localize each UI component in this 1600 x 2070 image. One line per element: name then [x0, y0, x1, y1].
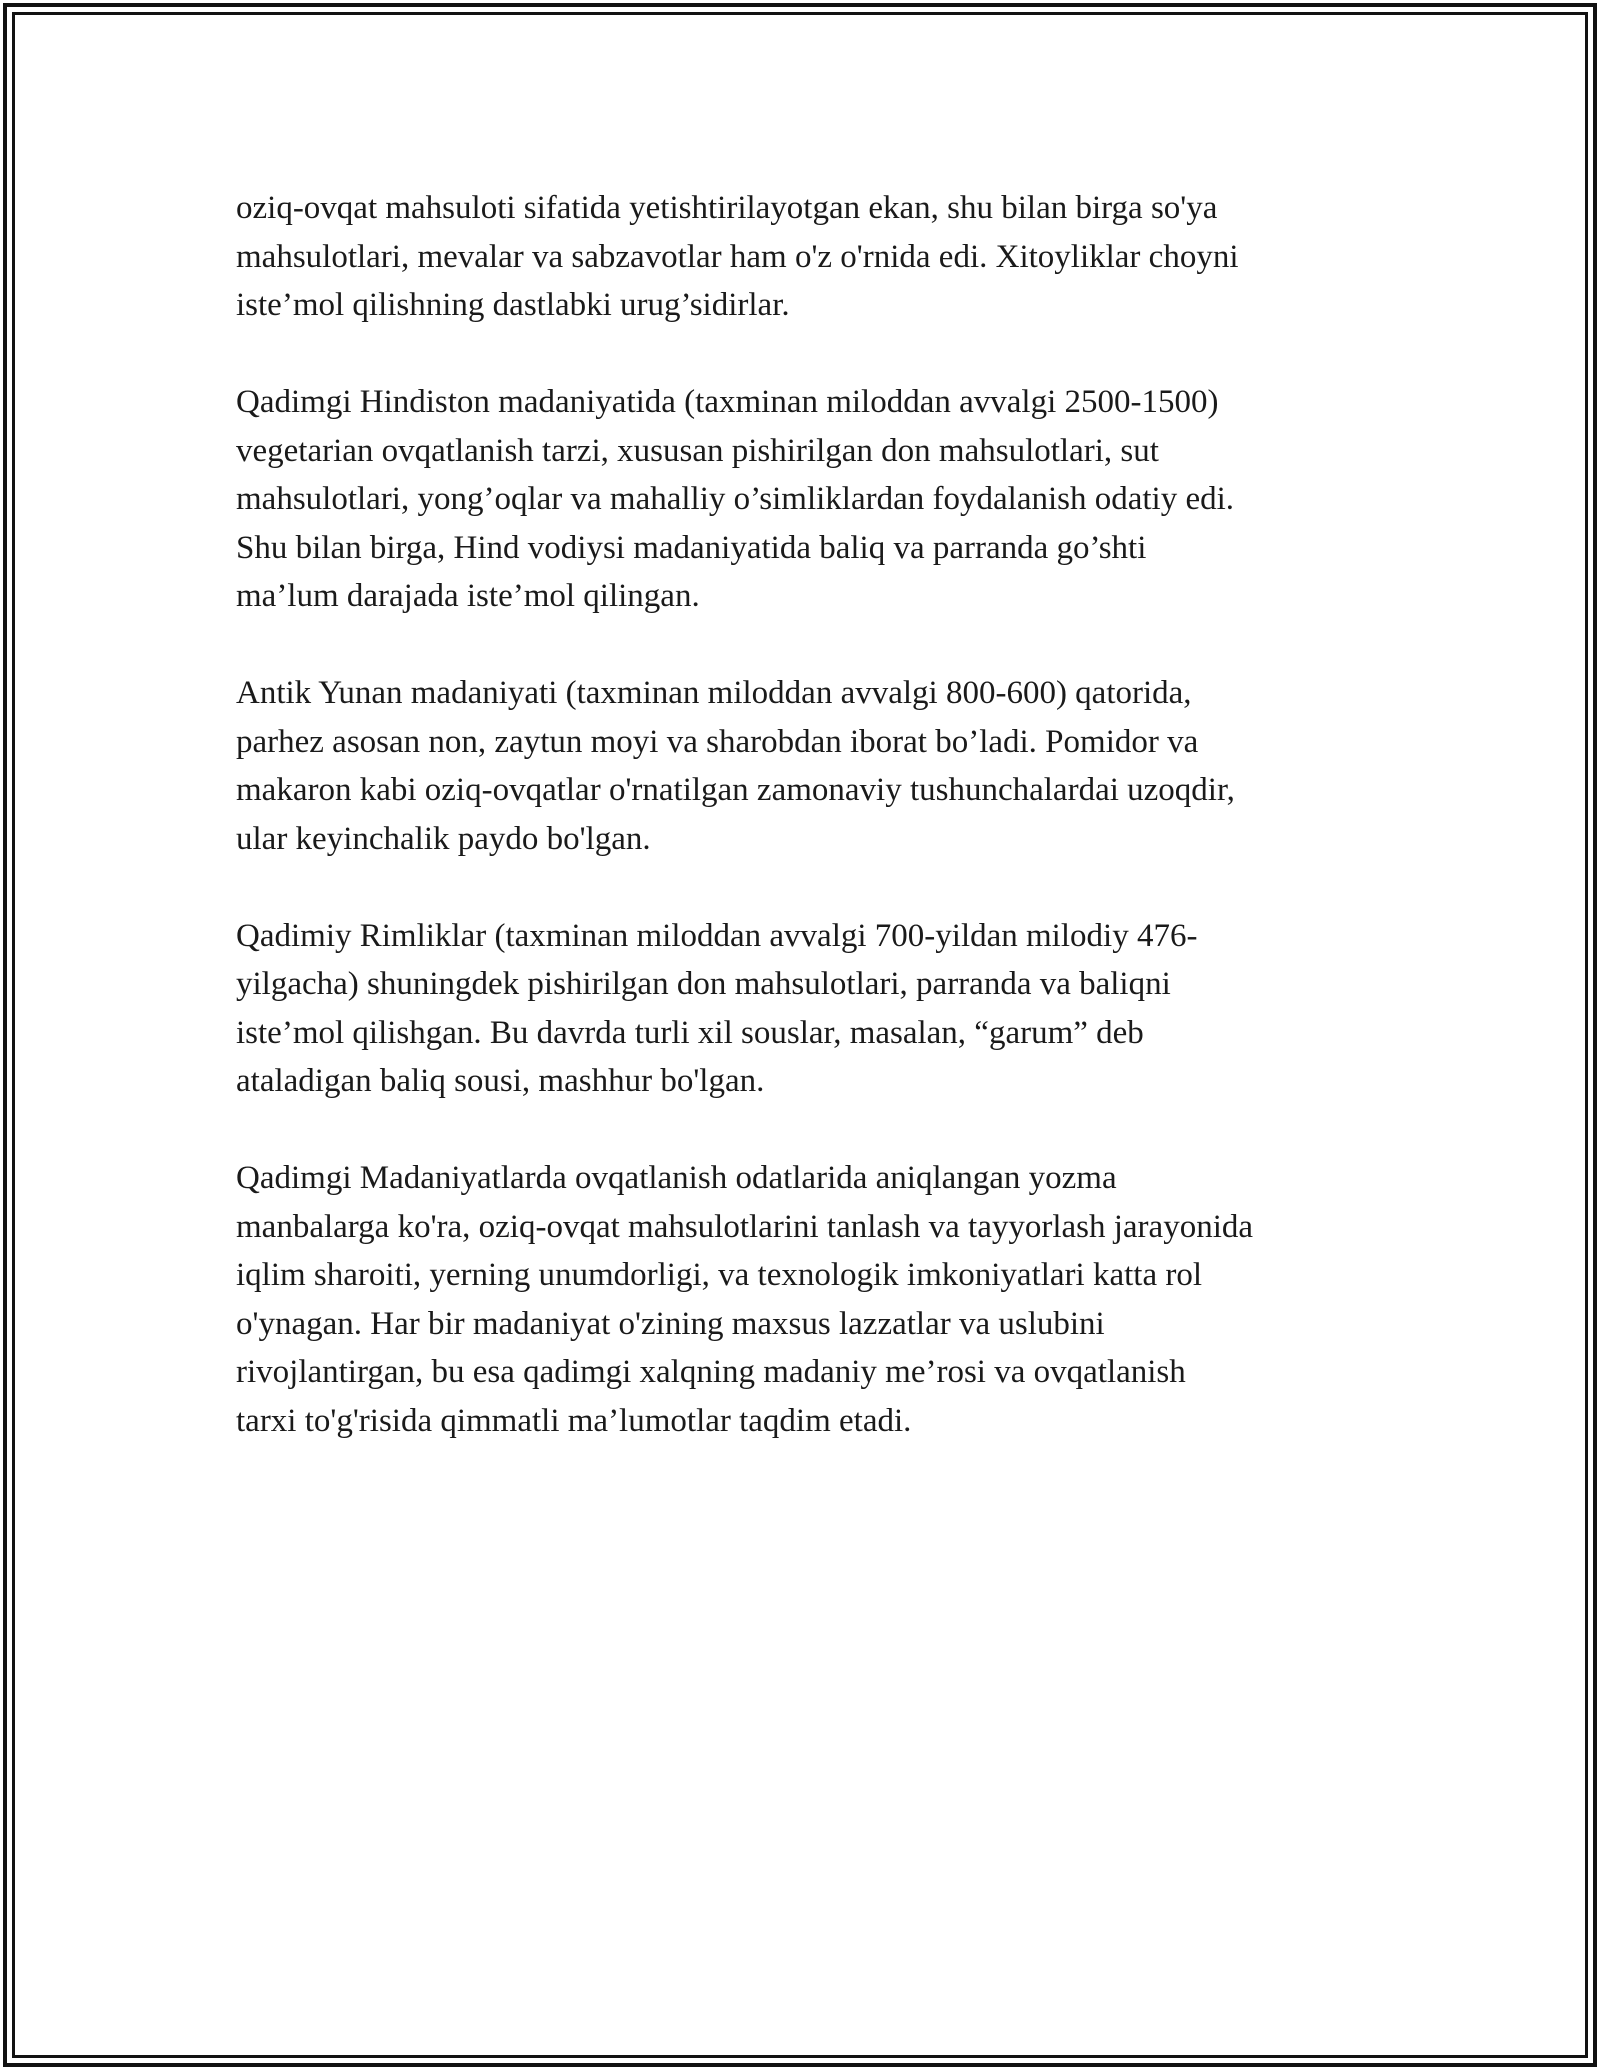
text-line: Qadimgi Hindiston madaniyatida (taxminan miloddan avvalgi 2500-1500) — [236, 384, 1219, 420]
paragraph-conclusion — [236, 1154, 1376, 1445]
text-line: oziq-ovqat mahsuloti sifatida yetishtirilayotgan ekan, shu bilan birga so'ya — [236, 190, 1218, 226]
text-line: parhez asosan non, zaytun moyi va sharobdan iborat bo’ladi. Pomidor va — [236, 723, 1199, 760]
text-line: iqlim sharoiti, yerning unumdorligi, va texnologik imkoniyatlari katta rol — [236, 1257, 1203, 1293]
text-line: rivojlantirgan, bu esa qadimgi xalqning madaniy me’rosi va ovqatlanish — [236, 1354, 1186, 1390]
text-line: vegetarian ovqatlanish tarzi, xususan pishirilgan don mahsulotlari, sut — [236, 432, 1159, 469]
paragraph-rome — [236, 912, 1376, 1106]
paragraph-china — [236, 184, 1376, 330]
text-line: ular keyinchalik paydo bo'lgan. — [236, 820, 651, 857]
text-line: ma’lum darajada iste’mol qilingan. — [236, 578, 700, 614]
text-line: mahsulotlari, mevalar va sabzavotlar ham o'z o'rnida edi. Xitoyliklar choyni — [236, 238, 1239, 275]
text-line: ataladigan baliq sousi, mashhur bo'lgan. — [236, 1063, 765, 1099]
text-line: manbalarga ko'ra, oziq-ovqat mahsulotlarini tanlash va tayyorlash jarayonida — [236, 1208, 1254, 1245]
text-line: iste’mol qilishning dastlabki urug’sidirlar. — [236, 287, 790, 323]
text-line: o'ynagan. Har bir madaniyat o'zining maxsus lazzatlar va uslubini — [236, 1305, 1105, 1342]
text-line: Antik Yunan madaniyati (taxminan miloddan avvalgi 800-600) qatorida, — [236, 675, 1192, 711]
text-line: iste’mol qilishgan. Bu davrda turli xil souslar, masalan, “garum” deb — [236, 1014, 1144, 1051]
text-line: makaron kabi oziq-ovqatlar o'rnatilgan zamonaviy tushunchalardai uzoqdir, — [236, 772, 1235, 808]
text-line: Qadimgi Madaniyatlarda ovqatlanish odatlarida aniqlangan yozma — [236, 1160, 1117, 1196]
text-line: tarxi to'g'risida qimmatli ma’lumotlar taqdim etadi. — [236, 1402, 912, 1439]
document-body — [236, 184, 1376, 1494]
text-line: mahsulotlari, yong’oqlar va mahalliy o’simliklardan foydalanish odatiy edi. — [236, 481, 1235, 517]
paragraph-greece — [236, 669, 1376, 863]
text-line: yilgacha) shuningdek pishirilgan don mahsulotlari, parranda va baliqni — [236, 966, 1171, 1002]
paragraph-india — [236, 378, 1376, 621]
text-line: Shu bilan birga, Hind vodiysi madaniyatida baliq va parranda go’shti — [236, 529, 1147, 566]
text-line: Qadimiy Rimliklar (taxminan miloddan avvalgi 700-yildan milodiy 476- — [236, 917, 1198, 954]
